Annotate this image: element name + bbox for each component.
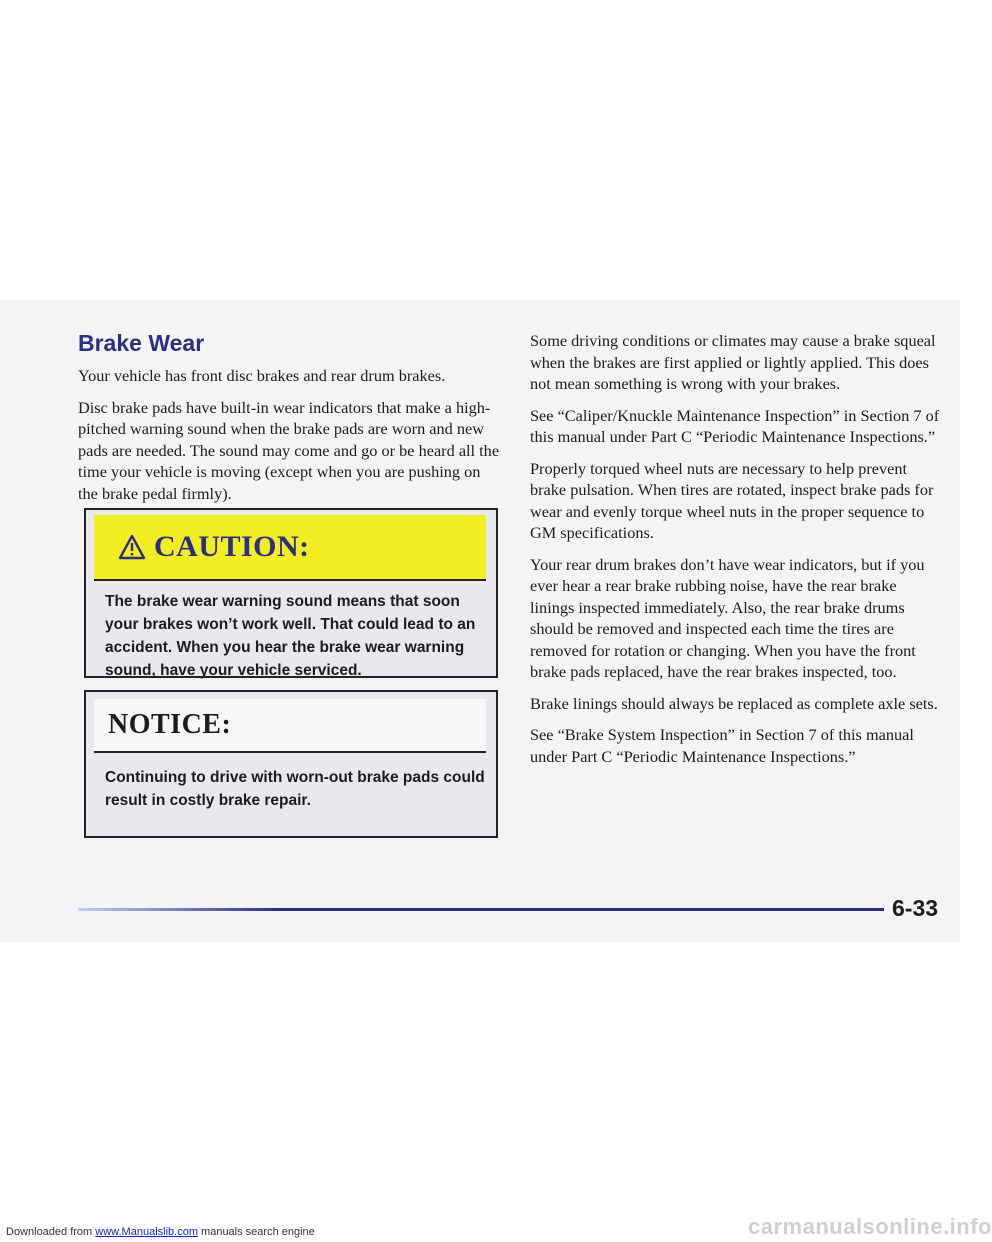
paragraph: See “Brake System Inspection” in Section 7 of this manual under Part C “Periodic Maintenance Inspections.”: [530, 725, 914, 766]
paragraph: Your rear drum brakes don’t have wear indicators, but if you ever hear a rear brake rubbing noise, have the rear brake linings inspected immediately. Also, the rear brake drums should be removed and inspected each time the tires are removed for rotation or changing. When you have the front brake pads replaced, have the rear brakes inspected, too.: [530, 554, 925, 681]
page-title: Brake Wear: [78, 330, 205, 356]
caution-text: The brake wear warning sound means that soon your brakes won’t work well. That could lead to an accident. When you hear the brake wear warning sound, have your vehicle serviced.: [105, 593, 476, 679]
footer-prefix: Downloaded from: [6, 1226, 96, 1238]
page-number: 6-33: [892, 895, 939, 921]
download-footer: [6, 1226, 315, 1238]
manualslib-link[interactable]: www.Manualslib.com: [95, 1226, 198, 1238]
paragraph: See “Caliper/Knuckle Maintenance Inspection” in Section 7 of this manual under Part C “Periodic Maintenance Inspections.”: [530, 405, 940, 446]
caution-label: CAUTION:: [154, 530, 310, 563]
notice-box: [84, 690, 498, 838]
paragraph: Your vehicle has front disc brakes and rear drum brakes.: [78, 366, 446, 385]
paragraph: Some driving conditions or climates may cause a brake squeal when the brakes are first applied or lightly applied. This does not mean something is wrong with your brakes.: [530, 331, 936, 393]
left-column: [78, 365, 503, 514]
paragraph: Brake linings should always be replaced as complete axle sets.: [530, 693, 938, 713]
notice-label: NOTICE:: [108, 709, 232, 740]
footer-suffix: manuals search engine: [197, 1226, 315, 1238]
notice-text: Continuing to drive with worn-out brake pads could result in costly brake repair.: [105, 769, 485, 809]
footer-rule: [78, 908, 884, 911]
notice-header: [94, 699, 486, 753]
watermark: carmanualsonline.info: [748, 1214, 992, 1239]
caution-box: [84, 508, 498, 678]
caution-banner: [94, 515, 486, 581]
right-column: [530, 330, 940, 777]
warning-triangle-icon: [118, 534, 146, 560]
paragraph: Disc brake pads have built-in wear indicators that make a high-pitched warning sound when the brake pads are worn and new pads are needed. The sound may come and go or be heard all the time your vehicle is moving (except when you are pushing on the brake pedal firmly).: [78, 397, 500, 503]
paragraph: Properly torqued wheel nuts are necessary to help prevent brake pulsation. When tires are rotated, inspect brake pads for wear and evenly torque wheel nuts in the proper sequence to GM specifications.: [530, 458, 934, 542]
